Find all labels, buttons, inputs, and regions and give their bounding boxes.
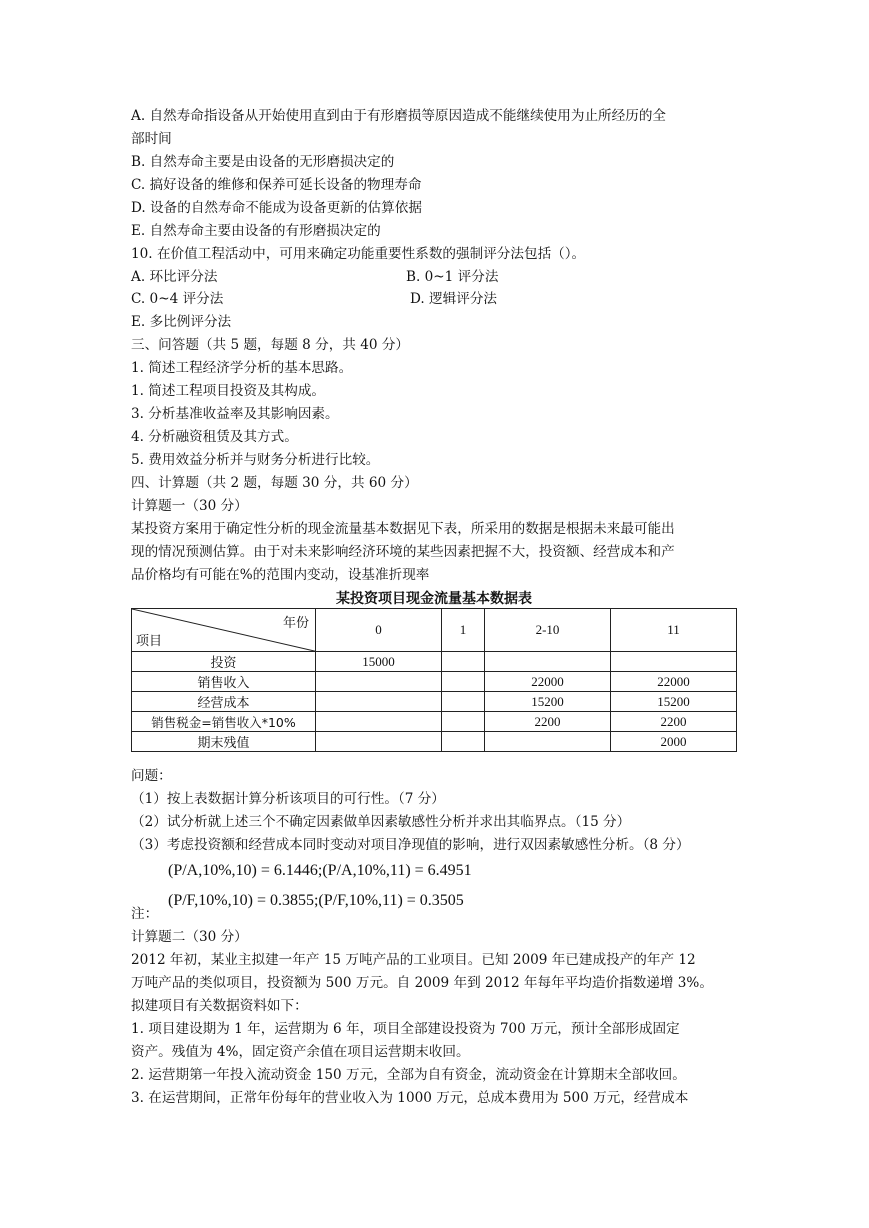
- calc-2-heading: 计算题二（30 分）: [131, 929, 248, 945]
- table-cell: 2200: [610, 712, 736, 732]
- cash-flow-table: [131, 608, 737, 752]
- table-cell: [610, 652, 736, 672]
- section-3-item-3: 3. 分析基准收益率及其影响因素。: [131, 406, 339, 422]
- table-cell: [316, 672, 442, 692]
- question-10: 10. 在价值工程活动中，可用来确定功能重要性系数的强制评分法包括（）。: [131, 246, 586, 262]
- section-3-heading: 三、问答题（共 5 题，每题 8 分，共 40 分）: [131, 337, 410, 353]
- section-3-item-4: 4. 分析融资租赁及其方式。: [131, 429, 298, 445]
- table-row: [132, 712, 737, 732]
- table-cell: 22000: [485, 672, 611, 692]
- corner-year-label: 年份: [282, 616, 309, 631]
- section-3-item-5: 5. 费用效益分析并与财务分析进行比较。: [131, 452, 380, 468]
- calc-1-heading: 计算题一（30 分）: [131, 498, 248, 514]
- table-cell: 2000: [610, 732, 736, 752]
- table-cell: [441, 672, 484, 692]
- questions-label: 问题：: [131, 768, 172, 784]
- line-d-option: D. 设备的自然寿命不能成为设备更新的估算依据: [131, 200, 422, 216]
- line-a-option-cont: 部时间: [131, 131, 172, 147]
- table-corner-cell: [132, 609, 316, 652]
- calc-2-item-3: 3. 在运营期间，正常年份每年的营业收入为 1000 万元，总成本费用为 500 万元，经营成本: [131, 1090, 689, 1106]
- table-row: [132, 732, 737, 752]
- section-3-item-2: 1. 简述工程项目投资及其构成。: [131, 383, 326, 399]
- formula-pf: (P/F,10%,10) = 0.3855;(P/F,10%,11) = 0.3505: [168, 892, 464, 909]
- table-cell: 15000: [316, 652, 442, 672]
- line-a-option: A. 自然寿命指设备从开始使用直到由于有形磨损等原因造成不能继续使用为止所经历的全: [131, 108, 667, 124]
- note-label: 注：: [131, 906, 159, 922]
- calc-2-item-1: 1. 项目建设期为 1 年，运营期为 6 年，项目全部建设投资为 700 万元，预计全部形成固定: [131, 1021, 680, 1037]
- calc-2-para-2: 万吨产品的类似项目，投资额为 500 万元。自 2009 年到 2012 年每年平均造价指数递增 3%。: [131, 975, 713, 991]
- row-label: 销售收入: [132, 672, 316, 692]
- table-cell: [441, 692, 484, 712]
- table-cell: [441, 732, 484, 752]
- calc-2-para-3: 拟建项目有关数据资料如下：: [131, 998, 308, 1014]
- calc-2-item-2: 2. 运营期第一年投入流动资金 150 万元，全部为自有资金，流动资金在计算期末全部收回。: [131, 1067, 686, 1083]
- q10-option-d: D. 逻辑评分法: [410, 291, 498, 307]
- table-cell: 22000: [610, 672, 736, 692]
- table-cell: [316, 732, 442, 752]
- table-cell: 2200: [485, 712, 611, 732]
- table-cell: [441, 652, 484, 672]
- table-cell: [485, 732, 611, 752]
- year-header: 2-10: [485, 609, 611, 652]
- calc-1-para-1: 某投资方案用于确定性分析的现金流量基本数据见下表，所采用的数据是根据未来最可能出: [131, 521, 675, 537]
- table-cell: [316, 692, 442, 712]
- row-label: 期末残值: [132, 732, 316, 752]
- row-label: 销售税金=销售收入*10%: [132, 712, 316, 732]
- row-label: 投资: [132, 652, 316, 672]
- formula-pa: (P/A,10%,10) = 6.1446;(P/A,10%,11) = 6.4951: [168, 862, 472, 879]
- year-header: 1: [441, 609, 484, 652]
- calc-2-para-1: 2012 年初，某业主拟建一年产 15 万吨产品的工业项目。已知 2009 年已建成投产的年产 12: [131, 952, 696, 968]
- q10-option-e: E. 多比例评分法: [131, 314, 232, 330]
- table-cell: 15200: [485, 692, 611, 712]
- question-1: （1）按上表数据计算分析该项目的可行性。（7 分）: [131, 791, 445, 807]
- year-header: 0: [316, 609, 442, 652]
- table-row: [132, 652, 737, 672]
- calc-2-item-1-cont: 资产。残值为 4%，固定资产余值在项目运营期末收回。: [131, 1044, 470, 1060]
- table-cell: [485, 652, 611, 672]
- row-label: 经营成本: [132, 692, 316, 712]
- section-3-item-1: 1. 简述工程经济学分析的基本思路。: [131, 360, 353, 376]
- table-cell: [441, 712, 484, 732]
- calc-1-para-3: 品价格均有可能在%的范围内变动，设基准折现率: [131, 567, 430, 583]
- table-row: [132, 672, 737, 692]
- table-header-row: [132, 609, 737, 652]
- year-header: 11: [610, 609, 736, 652]
- line-e-option: E. 自然寿命主要由设备的有形磨损决定的: [131, 223, 381, 239]
- question-3: （3）考虑投资额和经营成本同时变动对项目净现值的影响，进行双因素敏感性分析。（8 分）: [131, 837, 690, 853]
- question-2: （2）试分析就上述三个不确定因素做单因素敏感性分析并求出其临界点。（15 分）: [131, 814, 631, 830]
- q10-option-a: A. 环比评分法: [131, 269, 218, 285]
- corner-item-label: 项目: [136, 634, 163, 649]
- line-c-option: C. 搞好设备的维修和保养可延长设备的物理寿命: [131, 177, 422, 193]
- q10-option-b: B. 0~1 评分法: [406, 269, 499, 285]
- q10-option-c: C. 0~4 评分法: [131, 291, 224, 307]
- table-title: 某投资项目现金流量基本数据表: [336, 591, 532, 607]
- table-cell: 15200: [610, 692, 736, 712]
- calc-1-para-2: 现的情况预测估算。由于对未来影响经济环境的某些因素把握不大，投资额、经营成本和产: [131, 544, 675, 560]
- table-row: [132, 692, 737, 712]
- line-b-option: B. 自然寿命主要是由设备的无形磨损决定的: [131, 154, 395, 170]
- table-cell: [316, 712, 442, 732]
- section-4-heading: 四、计算题（共 2 题，每题 30 分，共 60 分）: [131, 475, 418, 491]
